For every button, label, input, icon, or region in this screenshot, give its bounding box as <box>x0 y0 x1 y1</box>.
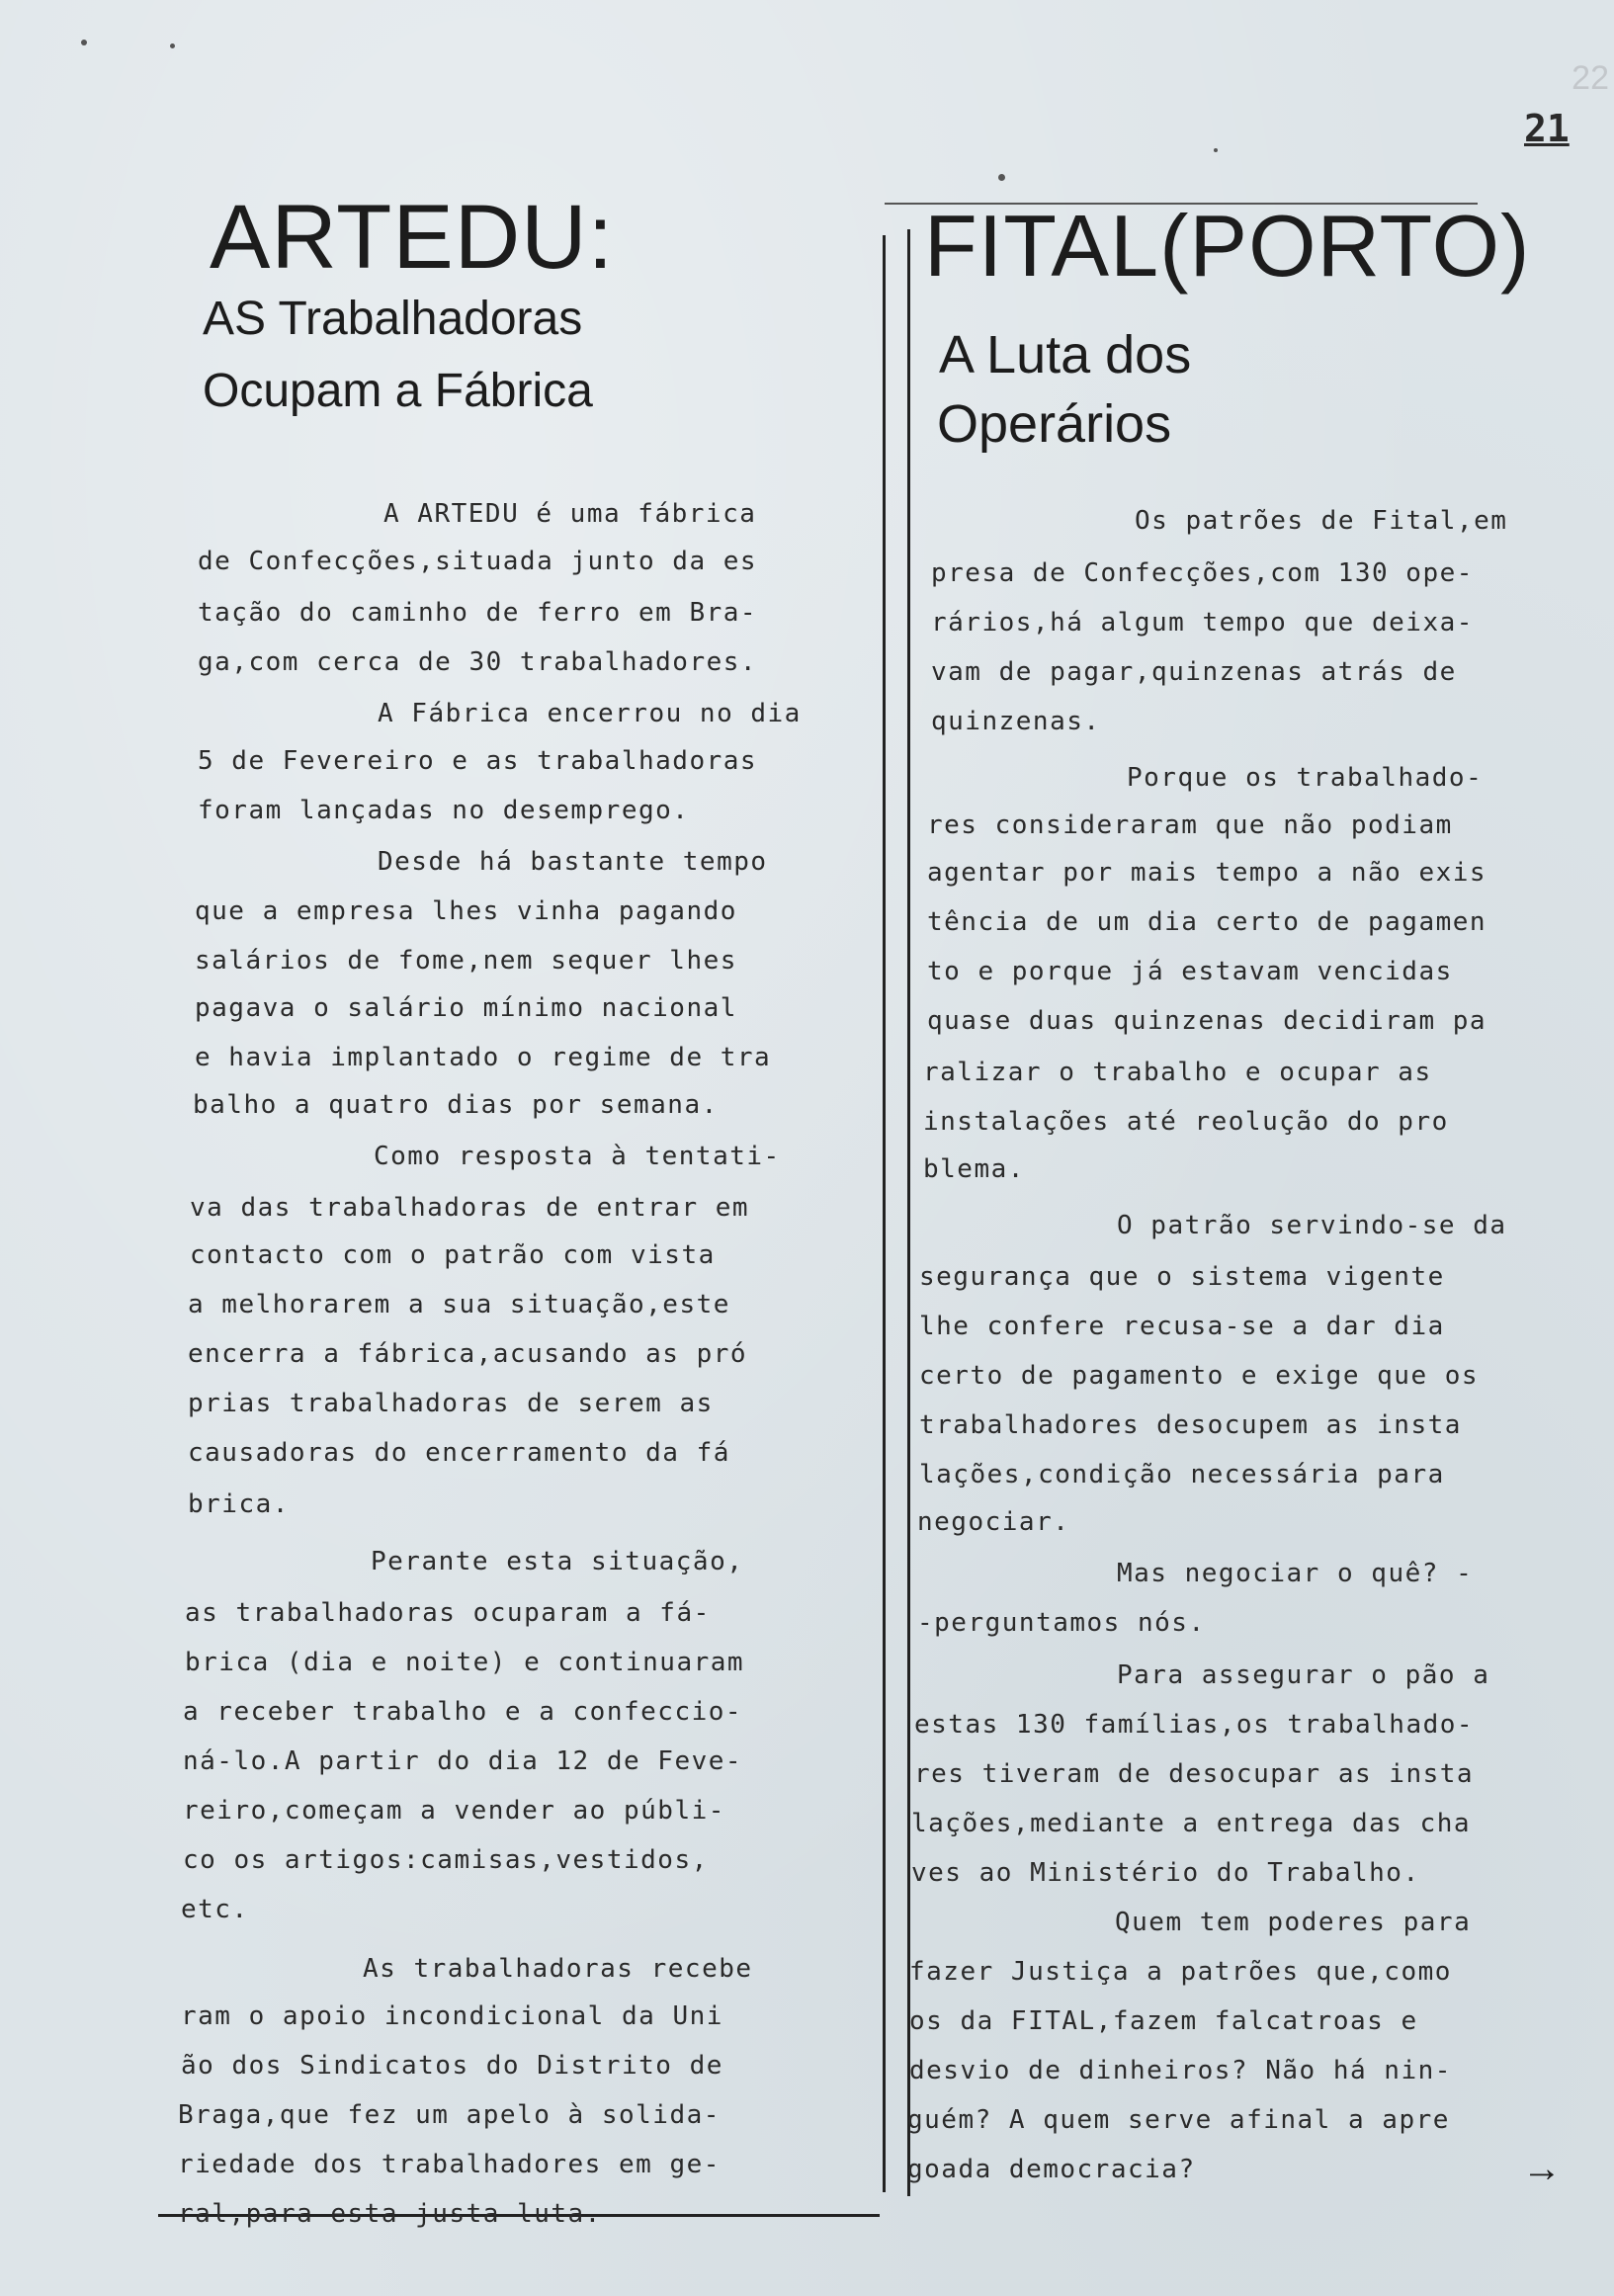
fital-text-line: Para assegurar o pão a <box>1117 1660 1490 1690</box>
artedu-text-line: contacto com o patrão com vista <box>190 1240 716 1270</box>
artedu-text-line: co os artigos:camisas,vestidos, <box>183 1845 709 1875</box>
artedu-text-line: ram o apoio incondicional da Uni <box>181 2001 723 2031</box>
speck <box>1214 148 1218 152</box>
fital-text-line: res tiveram de desocupar as insta <box>914 1759 1475 1789</box>
artedu-text-line: As trabalhadoras recebe <box>363 1954 753 1984</box>
artedu-text-line: brica (dia e noite) e continuaram <box>185 1648 745 1677</box>
artedu-text-line: reiro,começam a vender ao públi- <box>183 1796 725 1826</box>
fital-text-line: os da FITAL,fazem falcatroas e <box>909 2006 1418 2036</box>
fital-text-line: lhe confere recusa-se a dar dia <box>919 1312 1445 1341</box>
artedu-text-line: A ARTEDU é uma fábrica <box>383 499 757 529</box>
fital-text-line: ralizar o trabalho e ocupar as <box>923 1058 1432 1087</box>
fital-text-line: presa de Confecções,com 130 ope- <box>931 558 1474 588</box>
fital-text-line: Porque os trabalhado- <box>1127 763 1484 793</box>
artedu-text-line: ná-lo.A partir do dia 12 de Feve- <box>183 1746 743 1776</box>
fital-subtitle-line-2: Operários <box>937 394 1172 454</box>
artedu-text-line: Perante esta situação, <box>371 1547 744 1576</box>
fital-text-line: to e porque já estavam vencidas <box>927 957 1453 986</box>
column-divider-right <box>907 229 910 2196</box>
artedu-text-line: riedade dos trabalhadores em ge- <box>178 2150 721 2179</box>
artedu-text-line: ral,para esta justa luta. <box>178 2199 602 2229</box>
fital-text-line: rários,há algum tempo que deixa- <box>931 608 1474 638</box>
fital-text-line: quinzenas. <box>931 707 1101 736</box>
fital-text-line: lações,condição necessária para <box>919 1460 1445 1489</box>
artedu-text-line: de Confecções,situada junto da es <box>198 547 758 576</box>
fital-text-line: instalações até reolução do pro <box>923 1107 1449 1137</box>
artedu-text-line: balho a quatro dias por semana. <box>193 1090 719 1120</box>
speck <box>170 43 175 48</box>
artedu-text-line: foram lançadas no desemprego. <box>198 796 690 825</box>
fital-text-line: trabalhadores desocupem as insta <box>919 1410 1462 1440</box>
artedu-text-line: salários de fome,nem sequer lhes <box>195 946 737 976</box>
artedu-text-line: Braga,que fez um apelo à solida- <box>178 2100 721 2130</box>
artedu-text-line: causadoras do encerramento da fá <box>188 1438 730 1468</box>
fital-text-line: lações,mediante a entrega das cha <box>911 1809 1472 1838</box>
fital-title: FITAL(PORTO) <box>924 197 1531 295</box>
artedu-text-line: brica. <box>188 1489 290 1519</box>
artedu-subtitle-line-2: Ocupam a Fábrica <box>203 365 593 417</box>
artedu-text-line: pagava o salário mínimo nacional <box>195 993 737 1023</box>
artedu-text-line: 5 de Fevereiro e as trabalhadoras <box>198 746 758 776</box>
fital-text-line: Quem tem poderes para <box>1115 1908 1472 1937</box>
corner-mark: 22 <box>1572 59 1609 97</box>
fital-text-line: goada democracia? <box>907 2155 1196 2184</box>
fital-text-line: blema. <box>923 1154 1025 1184</box>
fital-text-line: agentar por mais tempo a não exis <box>927 858 1487 888</box>
speck <box>81 40 87 45</box>
artedu-title: ARTEDU: <box>210 187 615 288</box>
artedu-text-line: as trabalhadoras ocuparam a fá- <box>185 1598 711 1628</box>
artedu-text-line: e havia implantado o regime de tra <box>195 1043 772 1072</box>
fital-text-line: certo de pagamento e exige que os <box>919 1361 1480 1391</box>
artedu-text-line: A Fábrica encerrou no dia <box>378 699 802 728</box>
fital-text-line: fazer Justiça a patrões que,como <box>909 1957 1452 1987</box>
artedu-text-line: que a empresa lhes vinha pagando <box>195 896 737 926</box>
fital-text-line: Os patrões de Fital,em <box>1135 506 1508 536</box>
speck <box>998 174 1005 181</box>
column-divider-left <box>883 235 886 2192</box>
artedu-text-line: Desde há bastante tempo <box>378 847 768 877</box>
fital-text-line: -perguntamos nós. <box>917 1608 1206 1638</box>
artedu-text-line: va das trabalhadoras de entrar em <box>190 1193 750 1223</box>
artedu-text-line: a receber trabalho e a confeccio- <box>183 1697 743 1727</box>
artedu-text-line: a melhorarem a sua situação,este <box>188 1290 730 1319</box>
fital-text-line: vam de pagar,quinzenas atrás de <box>931 657 1457 687</box>
fital-text-line: O patrão servindo-se da <box>1117 1211 1507 1240</box>
artedu-text-line: prias trabalhadoras de serem as <box>188 1389 714 1418</box>
artedu-text-line: ão dos Sindicatos do Distrito de <box>181 2051 723 2081</box>
fital-text-line: negociar. <box>917 1507 1070 1537</box>
artedu-subtitle-line-1: AS Trabalhadoras <box>203 293 583 345</box>
artedu-text-line: etc. <box>181 1895 249 1924</box>
fital-text-line: quase duas quinzenas decidiram pa <box>927 1006 1487 1036</box>
fital-text-line: segurança que o sistema vigente <box>919 1262 1445 1292</box>
artedu-text-line: tação do caminho de ferro em Bra- <box>198 598 758 628</box>
fital-subtitle-line-1: A Luta dos <box>939 325 1192 384</box>
continue-arrow-icon: → <box>1522 2147 1562 2190</box>
page-number: 21 <box>1524 107 1570 150</box>
fital-text-line: Mas negociar o quê? - <box>1117 1559 1474 1588</box>
fital-text-line: ves ao Ministério do Trabalho. <box>911 1858 1420 1888</box>
fital-text-line: guém? A quem serve afinal a apre <box>907 2105 1450 2135</box>
fital-text-line: res consideraram que não podiam <box>927 810 1453 840</box>
artedu-text-line: ga,com cerca de 30 trabalhadores. <box>198 647 758 677</box>
fital-text-line: desvio de dinheiros? Não há nin- <box>909 2056 1452 2085</box>
fital-text-line: tência de um dia certo de pagamen <box>927 907 1487 937</box>
fital-text-line: estas 130 famílias,os trabalhado- <box>914 1710 1475 1740</box>
artedu-text-line: Como resposta à tentati- <box>374 1142 781 1171</box>
artedu-text-line: encerra a fábrica,acusando as pró <box>188 1339 748 1369</box>
